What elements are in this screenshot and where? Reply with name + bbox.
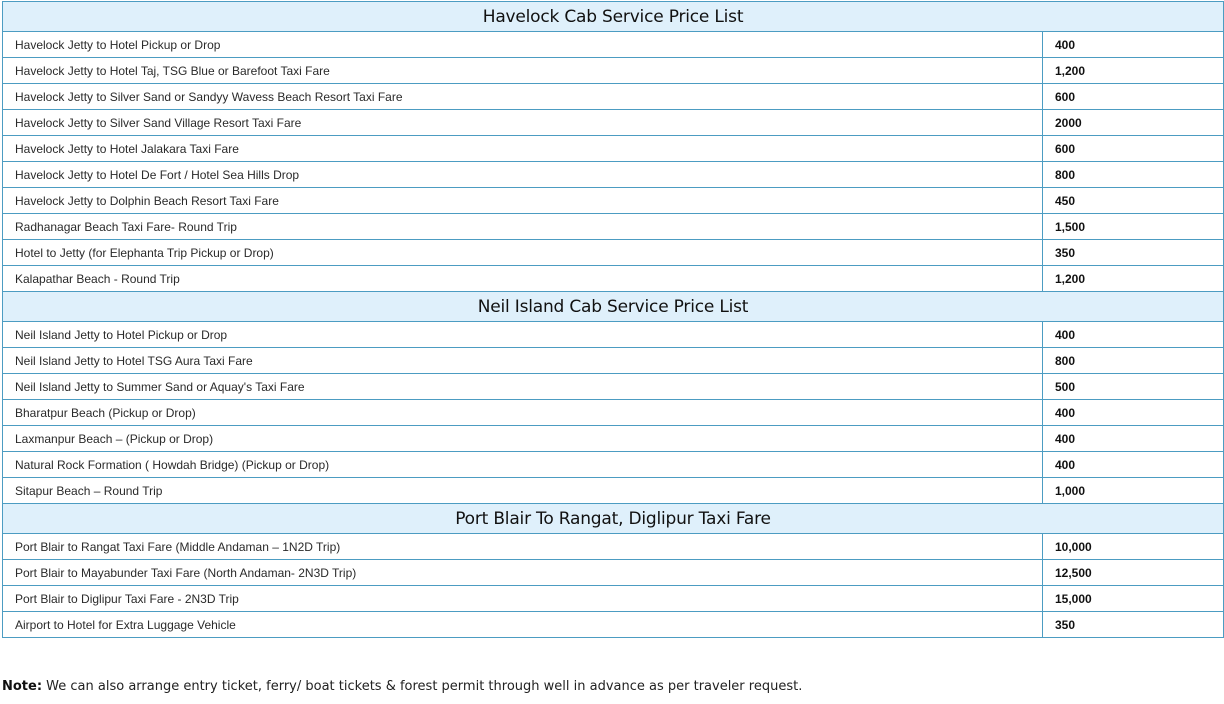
section-header-row	[3, 2, 1224, 32]
route-cell: Havelock Jetty to Hotel Pickup or Drop	[3, 32, 1043, 58]
route-cell: Neil Island Jetty to Summer Sand or Aquay's Taxi Fare	[3, 374, 1043, 400]
route-cell: Havelock Jetty to Hotel Taj, TSG Blue or Barefoot Taxi Fare	[3, 58, 1043, 84]
price-cell: 400	[1043, 32, 1224, 58]
table-row	[3, 534, 1224, 560]
route-cell: Port Blair to Mayabunder Taxi Fare (North Andaman- 2N3D Trip)	[3, 560, 1043, 586]
table-row	[3, 374, 1224, 400]
table-row	[3, 400, 1224, 426]
route-cell: Port Blair to Diglipur Taxi Fare - 2N3D Trip	[3, 586, 1043, 612]
table-row	[3, 322, 1224, 348]
price-list-body	[3, 2, 1224, 638]
table-row	[3, 32, 1224, 58]
table-row	[3, 214, 1224, 240]
route-cell: Radhanagar Beach Taxi Fare- Round Trip	[3, 214, 1043, 240]
route-cell: Havelock Jetty to Hotel Jalakara Taxi Fare	[3, 136, 1043, 162]
table-row	[3, 348, 1224, 374]
section-title: Port Blair To Rangat, Diglipur Taxi Fare	[3, 504, 1224, 534]
section-title: Havelock Cab Service Price List	[3, 2, 1224, 32]
route-cell: Sitapur Beach – Round Trip	[3, 478, 1043, 504]
price-cell: 450	[1043, 188, 1224, 214]
route-cell: Bharatpur Beach (Pickup or Drop)	[3, 400, 1043, 426]
table-row	[3, 136, 1224, 162]
table-row	[3, 426, 1224, 452]
route-cell: Port Blair to Rangat Taxi Fare (Middle Andaman – 1N2D Trip)	[3, 534, 1043, 560]
price-cell: 400	[1043, 400, 1224, 426]
table-row	[3, 452, 1224, 478]
price-cell: 1,000	[1043, 478, 1224, 504]
note-label: Note:	[2, 679, 43, 694]
price-cell: 12,500	[1043, 560, 1224, 586]
route-cell: Havelock Jetty to Silver Sand or Sandyy Wavess Beach Resort Taxi Fare	[3, 84, 1043, 110]
section-header-row	[3, 504, 1224, 534]
table-row	[3, 110, 1224, 136]
price-cell: 800	[1043, 348, 1224, 374]
table-row	[3, 560, 1224, 586]
route-cell: Neil Island Jetty to Hotel Pickup or Drop	[3, 322, 1043, 348]
price-cell: 10,000	[1043, 534, 1224, 560]
route-cell: Neil Island Jetty to Hotel TSG Aura Taxi Fare	[3, 348, 1043, 374]
route-cell: Natural Rock Formation ( Howdah Bridge) (Pickup or Drop)	[3, 452, 1043, 478]
price-cell: 1,200	[1043, 58, 1224, 84]
price-cell: 500	[1043, 374, 1224, 400]
table-row	[3, 162, 1224, 188]
note-paragraph	[2, 679, 802, 694]
price-cell: 350	[1043, 612, 1224, 638]
table-row	[3, 58, 1224, 84]
price-cell: 600	[1043, 84, 1224, 110]
price-cell: 15,000	[1043, 586, 1224, 612]
section-header-row	[3, 292, 1224, 322]
price-cell: 400	[1043, 322, 1224, 348]
route-cell: Havelock Jetty to Dolphin Beach Resort Taxi Fare	[3, 188, 1043, 214]
price-cell: 800	[1043, 162, 1224, 188]
price-list-table	[2, 1, 1224, 638]
table-row	[3, 266, 1224, 292]
note-text: We can also arrange entry ticket, ferry/ boat tickets & forest permit through well in advance as per traveler request.	[42, 679, 803, 694]
route-cell: Airport to Hotel for Extra Luggage Vehicle	[3, 612, 1043, 638]
table-row	[3, 188, 1224, 214]
price-cell: 400	[1043, 452, 1224, 478]
table-row	[3, 240, 1224, 266]
price-cell: 350	[1043, 240, 1224, 266]
table-row	[3, 84, 1224, 110]
table-row	[3, 478, 1224, 504]
price-cell: 1,500	[1043, 214, 1224, 240]
route-cell: Laxmanpur Beach – (Pickup or Drop)	[3, 426, 1043, 452]
table-row	[3, 586, 1224, 612]
section-title: Neil Island Cab Service Price List	[3, 292, 1224, 322]
price-cell: 600	[1043, 136, 1224, 162]
price-cell: 400	[1043, 426, 1224, 452]
price-cell: 1,200	[1043, 266, 1224, 292]
route-cell: Havelock Jetty to Hotel De Fort / Hotel Sea Hills Drop	[3, 162, 1043, 188]
route-cell: Kalapathar Beach - Round Trip	[3, 266, 1043, 292]
route-cell: Havelock Jetty to Silver Sand Village Resort Taxi Fare	[3, 110, 1043, 136]
table-row	[3, 612, 1224, 638]
price-cell: 2000	[1043, 110, 1224, 136]
route-cell: Hotel to Jetty (for Elephanta Trip Pickup or Drop)	[3, 240, 1043, 266]
